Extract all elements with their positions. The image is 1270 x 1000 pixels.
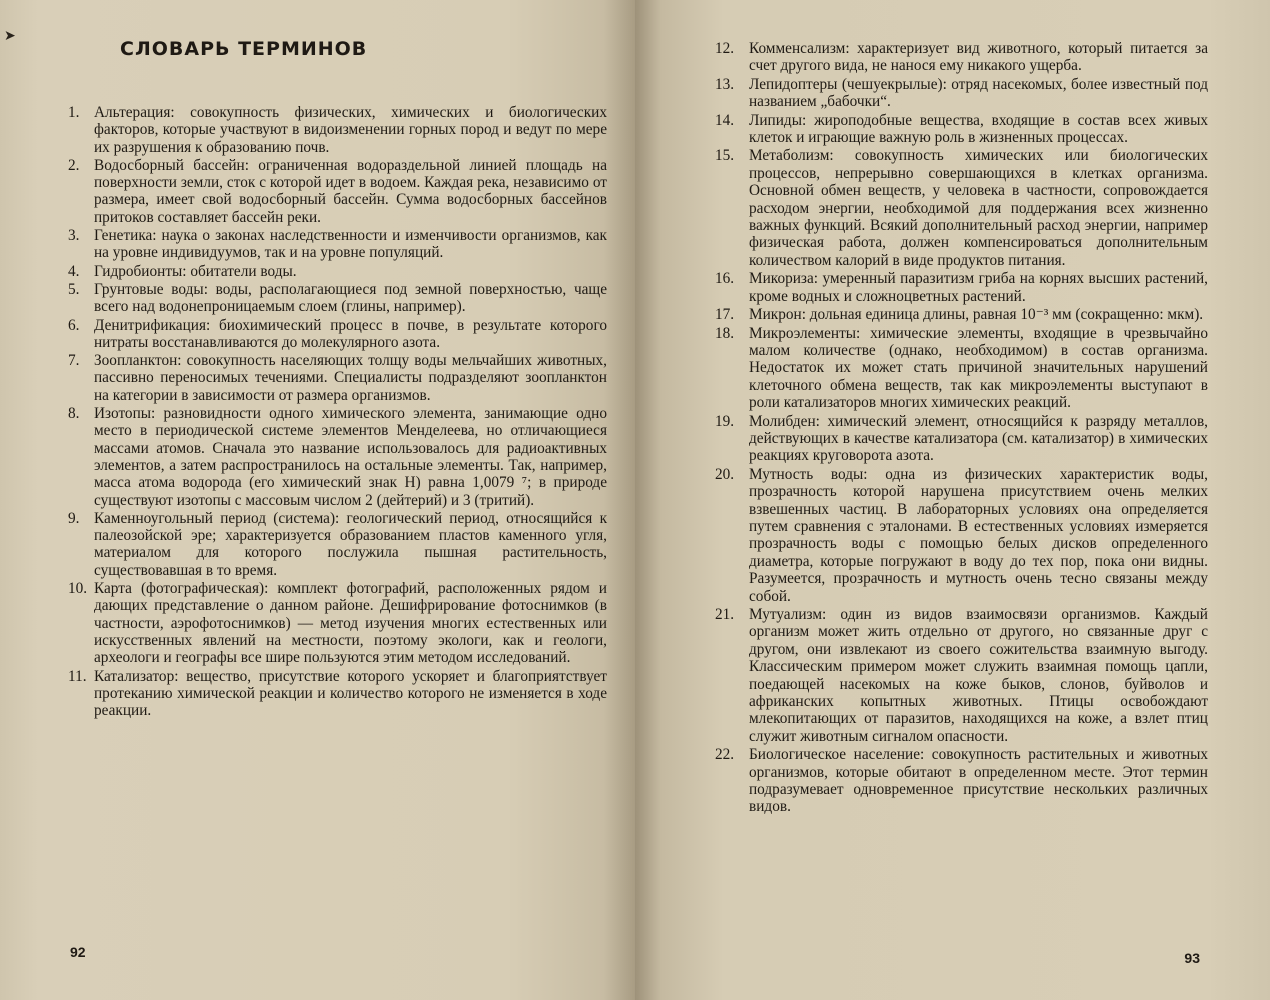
term-item xyxy=(68,405,607,509)
term-item xyxy=(68,510,607,579)
term-text: Денитрификация: биохимический процесс в почве, в результате которого нитраты восстанавливаются до молекулярного азота. xyxy=(94,316,607,351)
term-item xyxy=(68,281,607,316)
term-text: Каменноугольный период (система): геологический период, относящийся к палеозойской эре; характеризуется образованием пластов каменного угля, материалом для которого послужила пышная растительность, существовавшая в то время. xyxy=(94,509,607,579)
term-item xyxy=(68,580,607,666)
term-number: 19. xyxy=(715,412,735,430)
term-number: 20. xyxy=(715,465,735,483)
term-item xyxy=(68,157,607,226)
term-text: Альтерация: совокупность физических, химических и биологических факторов, которые участвуют в видоизменении горных пород и ведут по мере их разрушения к образованию почв. xyxy=(94,104,607,156)
term-number: 13. xyxy=(715,75,735,93)
term-text: Карта (фотографическая): комплект фотографий, расположенных рядом и дающих представление о данном районе. Дешифрирование фотоснимков (в частности, аэрофотоснимков) — метод изучения многих естественных или искусственных явлений на местности, поэтому экологи, как и геологи, археологи и географы все шире пользуются этим методом исследований. xyxy=(94,580,607,667)
term-text: Микрон: дольная единица длины, равная 10⁻³ мм (сокращенно: мкм). xyxy=(749,306,1204,324)
term-item xyxy=(715,76,1208,111)
term-number: 11. xyxy=(68,667,87,685)
term-text: Биологическое население: совокупность растительных и животных организмов, которые обитают в определенном месте. Этот термин подразумевает одновременное присутствие нескольких различных видов. xyxy=(749,746,1208,816)
term-text: Грунтовые воды: воды, располагающиеся под земной поверхностью, чаще всего над водонепроницаемым слоем (глины, например). xyxy=(94,280,607,316)
term-text: Мутуализм: один из видов взаимосвязи организмов. Каждый организм может жить отдельно от другого, но связанные друг с другом, они извлекают из своего сожительства взаимную выгоду. Классическим примером может служить взаимная помощь цапли, поедающей насекомых на коже быков, слонов, буйволов и африканских копытных животных. Птицы освобождают млекопитающих от паразитов, находящихся на коже, а взлет птиц служит животным сигналом опасности. xyxy=(749,606,1208,745)
term-number: 18. xyxy=(715,324,735,342)
term-number: 2. xyxy=(68,156,80,174)
term-item xyxy=(715,40,1208,75)
term-text: Изотопы: разновидности одного химического элемента, занимающие одно место в периодической системе элементов Менделеева, но отличающиеся массами атомов. Сначала это название использовалось для радиоактивных элементов, а затем распространилось на остальные элементы. Так, например, масса атома водорода (его химический знак Н) равна 1,0079 ⁷; в природе существуют изотопы с массовым числом 2 (дейтерий) и 3 (тритий). xyxy=(94,405,607,509)
term-item xyxy=(715,466,1208,605)
term-item xyxy=(68,227,607,262)
term-number: 22. xyxy=(715,746,735,764)
term-item xyxy=(68,352,607,404)
term-number: 12. xyxy=(715,40,735,57)
term-text: Зоопланктон: совокупность населяющих толщу воды мельчайших животных, пассивно переносимых течениями. Специалисты подразделяют зоопланктон на категории в зависимости от размера организмов. xyxy=(94,352,607,404)
right-page xyxy=(635,0,1270,1000)
term-text: Лепидоптеры (чешуекрылые): отряд насекомых, более известный под названием „бабочки“. xyxy=(749,75,1208,111)
term-text: Молибден: химический элемент, относящийся к разряду металлов, действующих в качестве катализатора (см. катализатор) в химических реакциях круговорота азота. xyxy=(749,412,1208,465)
term-number: 1. xyxy=(68,104,80,121)
term-item xyxy=(715,413,1208,465)
term-item xyxy=(715,147,1208,269)
term-number: 6. xyxy=(68,316,80,334)
term-text: Гидробионты: обитатели воды. xyxy=(94,262,297,280)
term-item xyxy=(715,746,1208,816)
term-text: Генетика: наука о законах наследственности и изменчивости организмов, как на уровне индивидуумов, так и на уровне популяций. xyxy=(94,227,607,262)
page-heading: СЛОВАРЬ ТЕРМИНОВ xyxy=(120,38,368,60)
term-list-right xyxy=(715,40,1208,816)
term-item xyxy=(68,263,607,280)
term-item xyxy=(715,306,1208,323)
page-number: 92 xyxy=(70,944,86,960)
term-number: 4. xyxy=(68,262,80,280)
term-item xyxy=(68,317,607,352)
term-item xyxy=(715,325,1208,412)
term-item xyxy=(715,112,1208,147)
page-number: 93 xyxy=(1184,950,1200,966)
term-item xyxy=(68,668,607,720)
term-number: 14. xyxy=(715,111,735,129)
term-item xyxy=(68,104,607,156)
term-text: Метаболизм: совокупность химических или биологических процессов, непрерывно совершающихся в клетках организма. Основной обмен веществ, у человека в частности, сопровождается расходом энергии, необходимой для поддержания всех жизненно важных функций. Всякий дополнительный расход энергии, например физическая работа, должен компенсироваться дополнительным количеством калорий в виде продуктов питания. xyxy=(749,147,1208,269)
term-number: 17. xyxy=(715,306,735,324)
term-text: Комменсализм: характеризует вид животного, который питается за счет другого вида, не нанося ему никакого ущерба. xyxy=(749,40,1208,75)
term-number: 16. xyxy=(715,270,735,288)
term-list-left xyxy=(68,104,607,719)
term-text: Катализатор: вещество, присутствие которого ускоряет и благоприятствует протеканию химической реакции и количество которого не изменяется в ходе реакции. xyxy=(94,667,607,720)
term-text: Микроэлементы: химические элементы, входящие в чрезвычайно малом количестве (однако, необходимом) в состав организма. Недостаток их может стать причиной значительных нарушений клеточного обмена веществ, так как микроэлементы выступают в роли катализаторов многих химических реакций. xyxy=(749,324,1208,412)
term-text: Микориза: умеренный паразитизм гриба на корнях высших растений, кроме водных и сложноцветных растений. xyxy=(749,270,1208,305)
term-number: 9. xyxy=(68,509,80,527)
margin-arrow-icon: ➤ xyxy=(4,29,16,44)
term-number: 10. xyxy=(68,580,88,598)
term-item xyxy=(715,270,1208,305)
term-text: Мутность воды: одна из физических характеристик воды, прозрачность которой нарушена присутствием очень мелких взвешенных частиц. В лабораторных условиях она определяется путем сравнения с эталонами. В естественных условиях измеряется прозрачность воды с помощью белых дисков определенного диаметра, которые погружают в воду до тех пор, пока они видны. Разумеется, прозрачность и мутность очень тесно связаны между собой. xyxy=(749,465,1208,605)
term-item xyxy=(715,606,1208,745)
term-number: 8. xyxy=(68,405,80,423)
term-number: 3. xyxy=(68,227,80,245)
term-number: 7. xyxy=(68,352,80,370)
term-number: 21. xyxy=(715,606,735,623)
term-text: Водосборный бассейн: ограниченная водораздельной линией площадь на поверхности земли, сток с которой идет в водоем. Каждая река, независимо от размера, имеет свой водосборный бассейн. Сумма водосборных бассейнов притоков составляет бассейн реки. xyxy=(94,156,607,226)
term-text: Липиды: жироподобные вещества, входящие в состав всех живых клеток и играющие важную роль в жизненных процессах. xyxy=(749,111,1208,147)
term-number: 5. xyxy=(68,280,80,298)
term-number: 15. xyxy=(715,147,735,165)
